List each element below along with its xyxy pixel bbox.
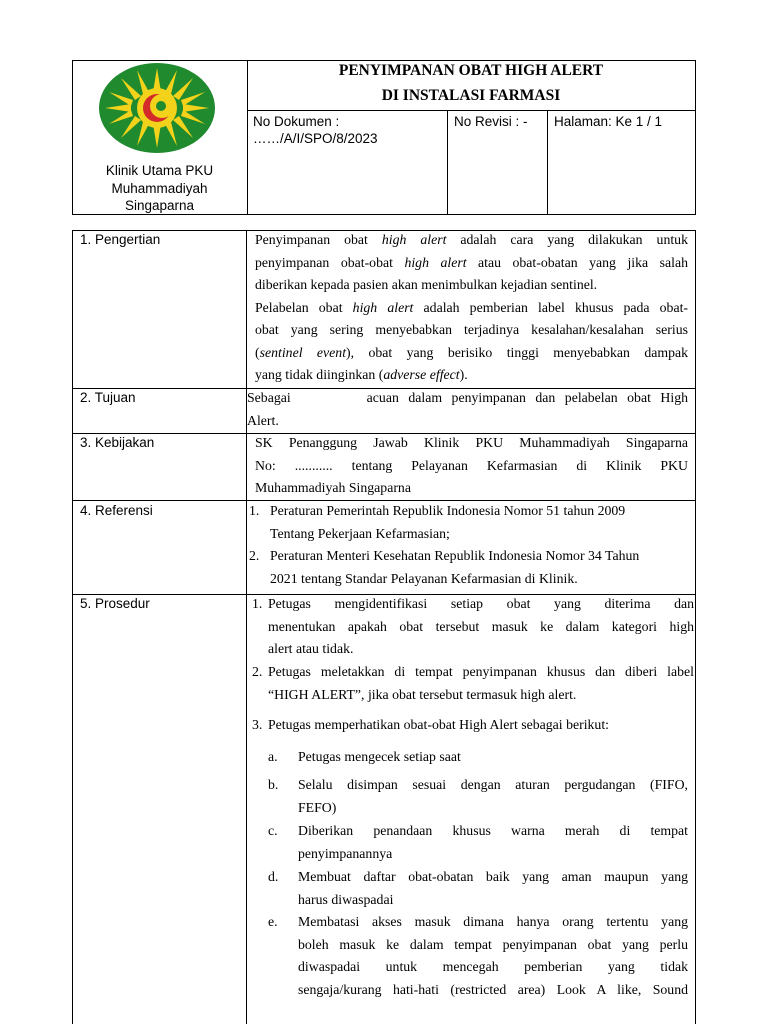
referensi-item-line: Peraturan Menteri Kesehatan Republik Indonesia Nomor 34 Tahun [270,548,640,563]
prosedur-subitem [268,866,688,911]
prosedur-subitem-letter: a. [268,749,278,764]
kebijakan-line: Muhammadiyah Singaparna [255,480,411,495]
clinic-name-line: Singaparna [124,198,195,213]
referensi-item-line: Tentang Pekerjaan Kefarmasian; [270,525,450,541]
section-label-pengertian: 1. Pengertian [80,232,161,247]
prosedur-step-line: alert atau tidak. [268,641,354,656]
referensi-item-line: Peraturan Pemerintah Republik Indonesia Nomor 51 tahun 2009 [270,503,626,518]
pengertian-line: obat yang sering menyebabkan terjadinya kesalahan/kesalahan serius [255,322,688,337]
section-label-kebijakan: 3. Kebijakan [80,435,155,450]
prosedur-step-line: menentukan apakah obat tersebut masuk ke dalam kategori high [268,618,694,634]
pengertian-line: penyimpanan obat-obat high alert atau obat-obatan yang jika salah [255,254,688,270]
clinic-name-line: Muhammadiyah [111,180,208,196]
prosedur-subitem [268,911,688,1001]
prosedur-subitem-line: Petugas mengecek setiap saat [298,749,461,764]
pengertian-line: diberikan kepada pasien akan menimbulkan kejadian sentinel. [255,277,598,292]
page-number: Halaman: Ke 1 / 1 [554,114,663,129]
prosedur-step-line: Petugas mengidentifikasi setiap obat yang diterima dan [268,596,694,611]
prosedur-subitem-line: FEFO) [298,799,337,815]
prosedur-subitem-line: Selalu disimpan sesuai dengan aturan pergudangan (FIFO, [298,777,688,792]
pengertian-line: Penyimpanan obat high alert adalah cara yang dilakukan untuk [255,232,688,247]
prosedur-subitem [268,774,688,819]
tujuan-line: Sebagai acuan dalam penyimpanan dan pelabelan obat High [247,390,688,405]
prosedur-subitem-letter: c. [268,823,278,838]
kebijakan-line: SK Penanggung Jawab Klinik PKU Muhammadiyah Singaparna [255,435,688,450]
prosedur-subitem-line: sengaja/kurang hati-hati (restricted area) Look A like, Sound [298,981,688,997]
prosedur-step-line: Petugas memperhatikan obat-obat High Alert sebagai berikut: [268,717,609,732]
referensi-item [249,500,689,545]
prosedur-step [252,661,694,706]
prosedur-step [252,593,694,661]
doc-number-label: No Dokumen : [253,114,340,129]
prosedur-step-line: Petugas meletakkan di tempat penyimpanan khusus dan diberi label [268,664,694,679]
doc-number [253,113,378,147]
prosedur-step-number: 3. [252,717,263,732]
document-title-line2: DI INSTALASI FARMASI [381,87,561,104]
referensi-item-line: 2021 tentang Standar Pelayanan Kefarmasian di Klinik. [270,570,578,586]
prosedur-subitem [268,820,688,865]
kebijakan-line: No: ........... tentang Pelayanan Kefarmasian di Klinik PKU [255,457,688,473]
prosedur-subitem-letter: e. [268,914,278,929]
prosedur-subitem-line: penyimpanannya [298,845,393,861]
pengertian-line: yang tidak diinginkan (adverse effect). [255,367,468,382]
prosedur-subitem-letter: b. [268,777,279,792]
referensi-item-number: 1. [249,503,260,518]
section-label-referensi: 4. Referensi [80,503,153,518]
section-label-tujuan: 2. Tujuan [80,390,136,405]
tujuan-text [247,387,688,432]
document-title-line1: PENYIMPANAN OBAT HIGH ALERT [338,62,604,79]
revision-number: No Revisi : - [454,114,528,129]
prosedur-subitem-line: harus diwaspadai [298,891,394,907]
prosedur-subitem-line: Diberikan penandaan khusus warna merah di tempat [298,823,688,838]
prosedur-subitem [268,746,688,769]
prosedur-subitem-line: Membatasi akses masuk dimana hanya orang tertentu yang [298,914,688,929]
pengertian-text [255,229,688,387]
prosedur-step-number: 1. [252,596,263,611]
prosedur-step [252,714,694,737]
doc-number-value: ……/A/I/SPO/8/2023 [253,131,378,146]
clinic-name [74,162,245,215]
section-label-prosedur: 5. Prosedur [80,596,150,611]
clinic-name-line: Klinik Utama PKU [105,163,214,178]
clinic-logo [97,62,217,154]
prosedur-step-line: “HIGH ALERT”, jika obat tersebut termasuk high alert. [268,686,577,702]
prosedur-subitem-letter: d. [268,869,279,884]
tujuan-line: Alert. [247,412,279,428]
prosedur-step-number: 2. [252,664,263,679]
prosedur-subitem-line: Membuat daftar obat-obatan baik yang aman maupun yang [298,869,688,884]
referensi-list [249,500,689,590]
kebijakan-text [255,432,688,500]
pengertian-line: (sentinel event), obat yang berisiko tinggi menyebabkan dampak [255,344,688,360]
prosedur-subitem-line: diwaspadai untuk mencegah pemberian yang tidak [298,959,688,974]
referensi-item-number: 2. [249,548,260,563]
prosedur-subitem-line: boleh masuk ke dalam tempat penyimpanan obat yang perlu [298,936,688,952]
referensi-item [249,545,689,590]
pengertian-line: Pelabelan obat high alert adalah pemberian label khusus pada obat- [255,299,688,315]
